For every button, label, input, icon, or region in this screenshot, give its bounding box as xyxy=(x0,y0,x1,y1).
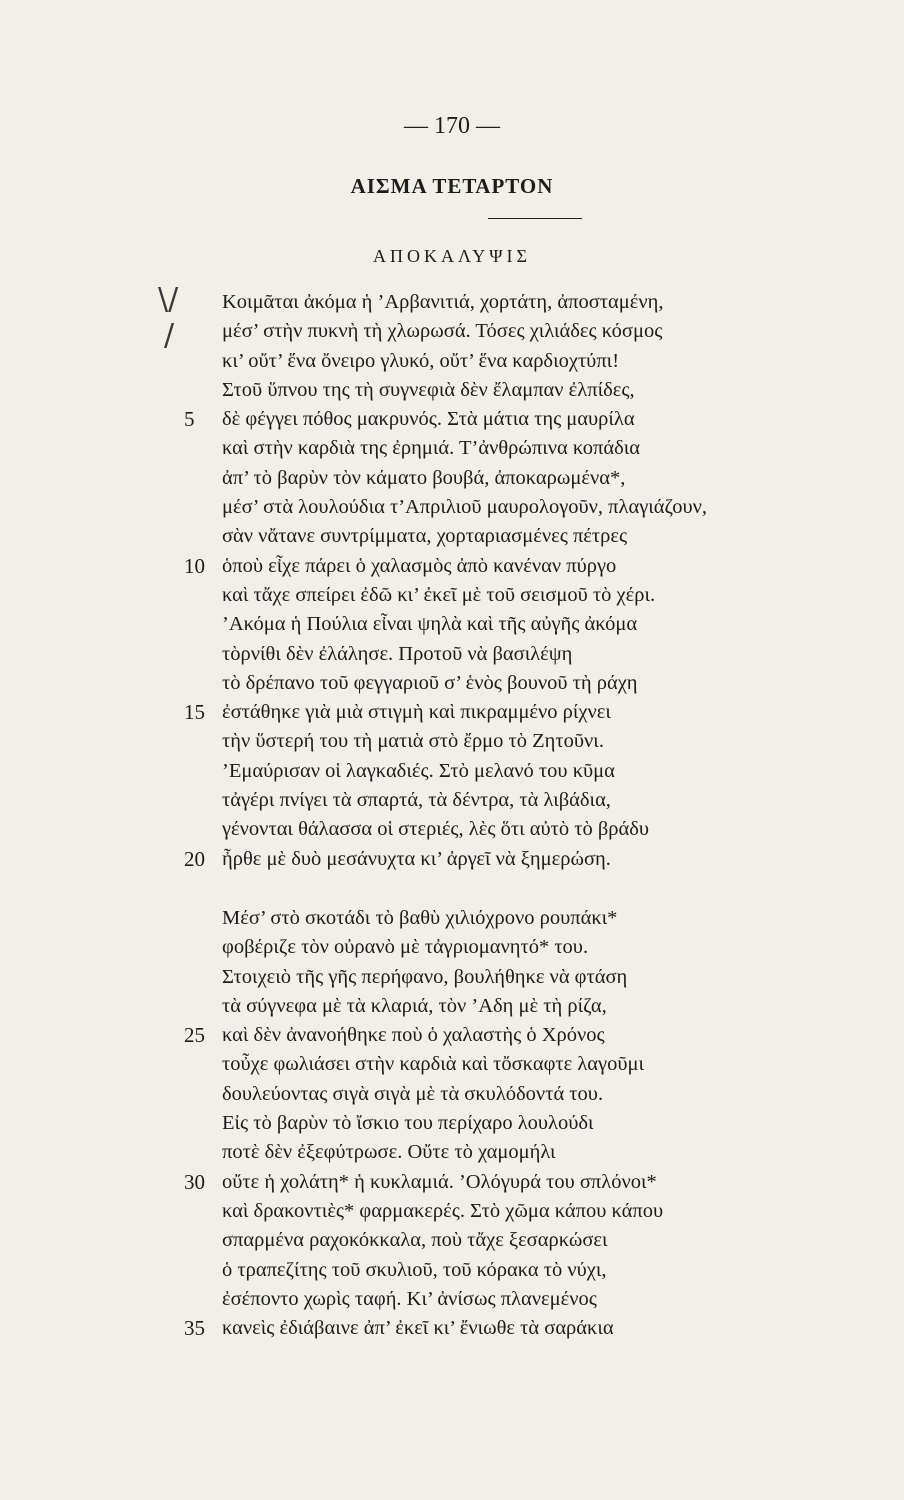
poem-line xyxy=(0,1197,904,1226)
poem-line xyxy=(0,727,904,756)
line-number: 15 xyxy=(184,700,205,725)
poem-line xyxy=(0,1226,904,1255)
poem-line xyxy=(0,1314,904,1343)
page-number: — 170 — xyxy=(404,113,500,139)
line-text: ’Ακόμα ἡ Πούλια εἶναι ψηλὰ καὶ τῆς αὐγῆς ἀκόμα xyxy=(222,613,638,636)
line-text: σπαρμένα ραχοκόκκαλα, ποὺ τἄχε ξεσαρκώσει xyxy=(222,1229,608,1252)
line-text: ἀπ’ τὸ βαρὺν τὸν κάματο βουβά, ἀποκαρωμένα*, xyxy=(222,466,626,489)
line-text: δὲ φέγγει πόθος μακρυνός. Στὰ μάτια της μαυρίλα xyxy=(222,408,635,431)
line-text: σὰν νἄτανε συντρίμματα, χορταριασμένες πέτρες xyxy=(222,525,628,548)
line-text: ἐσέποντο χωρὶς ταφή. Κι’ ἀνίσως πλανεμένος xyxy=(222,1287,597,1310)
line-number: 5 xyxy=(184,407,195,432)
poem-title: ΑΙΣΜΑ ΤΕΤΑΡΤΟΝ xyxy=(350,174,554,198)
line-number: 10 xyxy=(184,553,205,578)
poem-line xyxy=(0,493,904,522)
line-text: ’Εμαύρισαν οἱ λαγκαδιές. Στὸ μελανό του κῦμα xyxy=(222,759,615,782)
line-text: γένονται θάλασσα οἱ στεριές, λὲς ὅτι αὐτὸ τὸ βράδυ xyxy=(222,818,650,841)
poem-line xyxy=(0,1138,904,1167)
line-number: 35 xyxy=(184,1316,205,1341)
line-text: καὶ δὲν ἀνανοήθηκε ποὺ ὁ χαλαστὴς ὁ Χρόνος xyxy=(222,1024,605,1047)
poem-line xyxy=(0,786,904,815)
poem-line xyxy=(0,992,904,1021)
stanza-1 xyxy=(0,288,904,874)
line-text: τὴν ὕστερή του τὴ ματιὰ στὸ ἔρμο τὸ Ζητοῦνι. xyxy=(222,730,604,753)
poem-line xyxy=(0,669,904,698)
poem-line xyxy=(0,317,904,346)
title-divider xyxy=(488,218,582,219)
line-text: τοὖχε φωλιάσει στὴν καρδιὰ καὶ τὄσκαφτε λαγοῦμι xyxy=(222,1053,645,1076)
line-text: καὶ στὴν καρδιὰ της ἐρημιά. Τ’ἀνθρώπινα κοπάδια xyxy=(222,437,641,460)
poem-line xyxy=(0,1256,904,1285)
line-text: Στοιχειὸ τῆς γῆς περήφανο, βουλήθηκε νὰ φτάση xyxy=(222,965,628,988)
poem-line xyxy=(0,405,904,434)
poem-line xyxy=(0,288,904,317)
line-text: Μέσ’ στὸ σκοτάδι τὸ βαθὺ χιλιόχρονο ρουπάκι* xyxy=(222,907,618,929)
stanza-2 xyxy=(0,904,904,1343)
poem-line xyxy=(0,815,904,844)
poem-line xyxy=(0,581,904,610)
line-text: ὁ τραπεζίτης τοῦ σκυλιοῦ, τοῦ κόρακα τὸ νύχι, xyxy=(222,1258,607,1281)
poem-line xyxy=(0,1050,904,1079)
poem-line xyxy=(0,845,904,874)
poem-line xyxy=(0,640,904,669)
line-text: οὔτε ἡ χολάτη* ἡ κυκλαμιά. ’Ολόγυρά του σπλόνοι* xyxy=(222,1170,657,1193)
line-text: κι’ οὔτ’ ἕνα ὄνειρο γλυκό, οὔτ’ ἕνα καρδιοχτύπι! xyxy=(222,349,620,372)
poem-line xyxy=(0,1080,904,1109)
poem-line xyxy=(0,434,904,463)
poem-line xyxy=(0,904,904,933)
line-text: ἦρθε μὲ δυὸ μεσάνυχτα κι’ ἀργεῖ νὰ ξημερώση. xyxy=(222,847,611,870)
line-number: 30 xyxy=(184,1169,205,1194)
poem-line xyxy=(0,522,904,551)
line-text: φοβέριζε τὸν οὐρανὸ μὲ τἀγριομανητό* του. xyxy=(222,936,589,959)
poem-line xyxy=(0,610,904,639)
line-text: μέσ’ στὰ λουλούδια τ’Απριλιοῦ μαυρολογοῦν, πλαγιάζουν, xyxy=(222,496,708,519)
line-text: καὶ τἄχε σπείρει ἐδῶ κι’ ἐκεῖ μὲ τοῦ σεισμοῦ τὸ χέρι. xyxy=(222,583,656,606)
line-number: 25 xyxy=(184,1023,205,1048)
poem-line xyxy=(0,933,904,962)
poem-line xyxy=(0,552,904,581)
poem-line xyxy=(0,464,904,493)
line-number: 20 xyxy=(184,846,205,871)
line-text: κανεὶς ἐδιάβαινε ἀπ’ ἐκεῖ κι’ ἔνιωθε τὰ σαράκια xyxy=(222,1317,614,1340)
line-text: καὶ δρακοντιὲς* φαρμακερές. Στὸ χῶμα κάπου κάπου xyxy=(222,1199,664,1222)
poem-line xyxy=(0,963,904,992)
line-text: τὰ σύγνεφα μὲ τὰ κλαριά, τὸν ’Αδη μὲ τὴ ρίζα, xyxy=(222,994,607,1017)
poem-line xyxy=(0,1021,904,1050)
line-text: Εἰς τὸ βαρὺν τὸ ἴσκιο του περίχαρο λουλούδι xyxy=(222,1112,594,1135)
line-text: ὁποὺ εἶχε πάρει ὁ χαλασμὸς ἀπὸ κανέναν πύργο xyxy=(222,554,617,577)
line-text: ἐστάθηκε γιὰ μιὰ στιγμὴ καὶ πικραμμένο ρίχνει xyxy=(222,701,611,724)
poem-line xyxy=(0,698,904,727)
line-text: δουλεύοντας σιγὰ σιγὰ μὲ τὰ σκυλόδοντά του. xyxy=(222,1082,604,1105)
line-text: τὸρνίθι δὲν ἐλάλησε. Προτοῦ νὰ βασιλέψη xyxy=(222,642,573,665)
poem-line xyxy=(0,757,904,786)
line-text: Κοιμᾶται ἀκόμα ἡ ’Αρβανιτιά, χορτάτη, ἀποσταμένη, xyxy=(222,291,664,313)
poem-line xyxy=(0,376,904,405)
poem-line xyxy=(0,1285,904,1314)
poem-line xyxy=(0,1109,904,1138)
line-text: τὸ δρέπανο τοῦ φεγγαριοῦ σ’ ἑνὸς βουνοῦ τὴ ράχη xyxy=(222,671,638,694)
line-text: ποτὲ δὲν ἐξεφύτρωσε. Οὔτε τὸ χαμομήλι xyxy=(222,1141,556,1164)
section-subtitle: ΑΠΟΚΑΛΥΨΙΣ xyxy=(372,246,532,266)
line-text: τἀγέρι πνίγει τὰ σπαρτά, τὰ δέντρα, τὰ λιβάδια, xyxy=(222,789,611,812)
poem-line xyxy=(0,347,904,376)
margin-slash-mark: / xyxy=(164,318,175,353)
margin-check-mark: \/ xyxy=(158,282,179,317)
poem-line xyxy=(0,1168,904,1197)
line-text: μέσ’ στὴν πυκνὴ τὴ χλωρωσά. Τόσες χιλιάδες κόσμος xyxy=(222,320,663,343)
line-text: Στοῦ ὕπνου της τὴ συγνεφιὰ δὲν ἔλαμπαν ἐλπίδες, xyxy=(222,378,635,401)
